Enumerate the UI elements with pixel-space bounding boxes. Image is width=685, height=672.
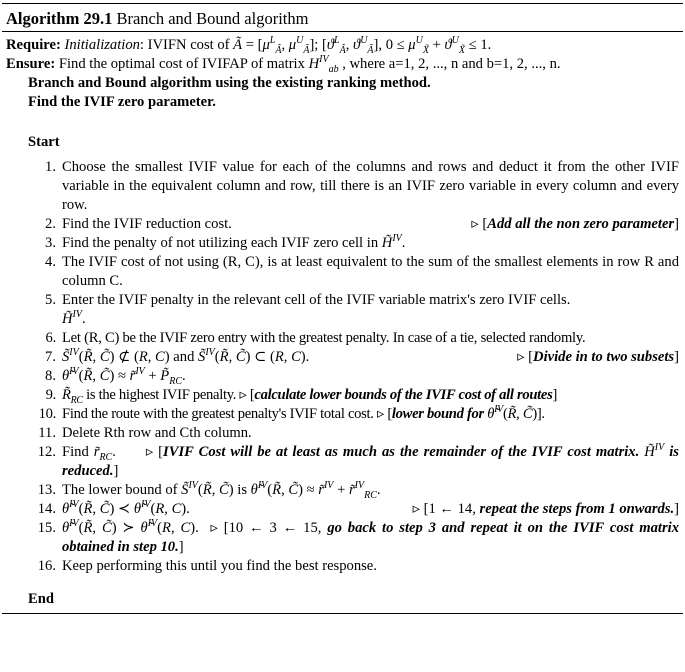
step-16: 16. Keep performing this until you find the best response. <box>37 558 377 574</box>
step-6: 6. Let (R, C) be the IVIF zero entry with the greatest penalty. In case of a tie, selected randomly. <box>45 330 586 346</box>
step-12: 12. Find $r̃_{RC}$. ▹ [IVIF Cost will be at least as much as the remainder of the IVIF cost matrix. H̃$^{IV}$ is reduced.] <box>37 442 679 479</box>
start-label: Start <box>28 134 60 150</box>
algorithm-number: Algorithm 29.1 <box>6 9 113 28</box>
step-11: 11. Delete Rth row and Cth column. <box>38 425 252 441</box>
step-13: 13. The lower bound of S̃$^{IV}$(R̃, C̃) is θ̃$^{IV}$(R̃, C̃) ≈ r̃$^{IV}$ + r̃$^{IV}_{RC}$. <box>37 480 381 501</box>
line-zero-param: Find the IVIF zero parameter. <box>28 94 216 110</box>
bottom-rule <box>2 613 683 614</box>
step-7: 7. S̃$^{IV}$(R̃, C̃) ⊄ (R, C) and S̃$^{IV}$(R̃, C̃) ⊂ (R, C). ▹ [Divide in to two subsets] <box>45 347 679 365</box>
step-2: 2. Find the IVIF reduction cost. ▹ [Add all the non zero parameter] <box>45 216 679 232</box>
step-8: 8. θ̃$^{IV}$(R̃, C̃) ≈ r̃$^{IV}$ + $P̃_{RC}$. <box>45 366 186 387</box>
line-method: Branch and Bound algorithm using the existing ranking method. <box>28 75 431 91</box>
step-list <box>6 158 679 576</box>
end-label: End <box>28 591 54 607</box>
algorithm-title <box>2 4 683 31</box>
step-14: 14. θ̃$^{IV}$(R̃, C̃) ≺ θ̃$^{IV}$(R, C). ▹ [1 ← 14, repeat the steps from 1 onwards.] <box>37 499 679 517</box>
ensure-line: Ensure: Find the optimal cost of IVIFAP of matrix $H^{IV}_{ab}$ , where a=1, 2, ..., n and b=1, 2, ..., n. <box>6 54 561 75</box>
algorithm-name: Branch and Bound algorithm <box>116 9 309 28</box>
step-3: 3. Find the penalty of not utilizing each IVIF zero cell in H̃$^{IV}$. <box>45 233 406 251</box>
step-1: 1. Choose the smallest IVIF value for each of the columns and rows and deduct it from the other IVIF variable in the equivalent column and row, till there is an IVIF zero variable in every column and every row. <box>45 159 679 213</box>
algorithm-body <box>2 32 683 613</box>
step-15: 15. θ̃$^{IV}$(R̃, C̃) ≻ θ̃$^{IV}$(R, C). ▹ [10 ← 3 ← 15, go back to step 3 and repeat it on the IVIF cost matrix obtained in step 10.] <box>37 518 679 555</box>
algorithm-box <box>2 3 683 614</box>
step-10: 10. Find the route with the greatest penalty's IVIF total cost. ▹ [lower bound for θ̃$^{IV}$(R̃, C̃)]. <box>38 404 545 422</box>
step-4: 4. The IVIF cost of not using (R, C), is at least equivalent to the sum of the smallest elements in row R and column C. <box>45 254 679 289</box>
require-line: Require: Initialization: IVIFN cost of Ã = [$\mu^L_Ã$, $\mu^U_Ã$]; [$ϑ^L_Ã$, $ϑ^U_Ã$], $0 \le \mu^U_{X̃} + ϑ^U_{X̃} \le 1$. <box>6 35 492 56</box>
step-5: 5. Enter the IVIF penalty in the relevant cell of the IVIF variable matrix's zero IVIF cells. H̃$^{IV}$. <box>45 292 571 327</box>
step-9: 9. $R̃_{RC}$ is the highest IVIF penalty. ▹ [calculate lower bounds of the IVIF cost of all routes] <box>45 387 558 406</box>
